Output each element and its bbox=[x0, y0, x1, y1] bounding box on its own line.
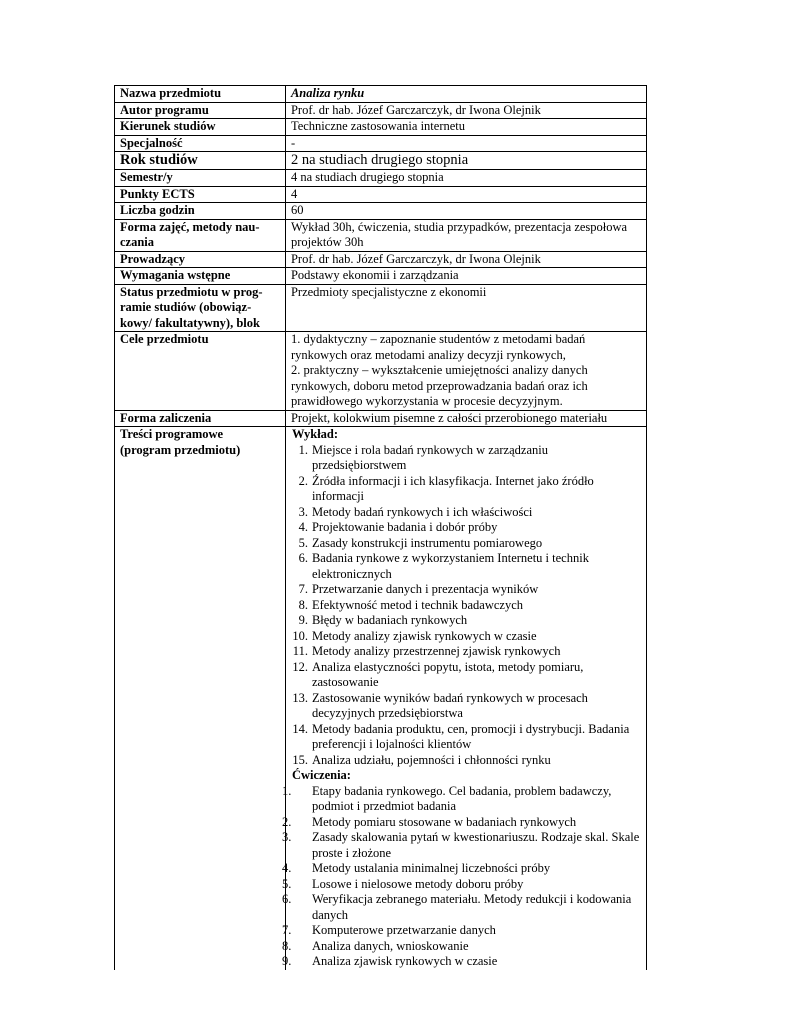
cwiczenia-item bbox=[281, 938, 642, 955]
value-ects: 4 bbox=[285, 186, 646, 203]
wyklad-item bbox=[291, 443, 642, 474]
value-rok: 2 na studiach drugiego stopnia bbox=[285, 152, 646, 170]
label-semestr: Semestr/y bbox=[115, 170, 286, 187]
wyklad-item-text: Metody analizy przestrzennej zjawisk rynkowych bbox=[311, 644, 561, 658]
label-rok: Rok studiów bbox=[115, 152, 286, 170]
label-forma-zajec-line-1: Forma zajęć, metody nau- bbox=[120, 219, 260, 234]
wyklad-item-number: 12. bbox=[292, 659, 308, 674]
cwiczenia-item-text: Losowe i nielosowe metody doboru próby bbox=[311, 876, 524, 891]
wyklad-item bbox=[291, 598, 642, 614]
cwiczenia-list bbox=[281, 783, 642, 970]
row-cele bbox=[115, 332, 647, 411]
row-forma-zaliczenia bbox=[115, 410, 647, 427]
cele-item-1: 1. dydaktyczny – zapoznanie studentów z metodami badań rynkowych oraz metodami analizy decyzji rynkowych, bbox=[290, 332, 586, 362]
wyklad-item-number: 15. bbox=[292, 752, 308, 767]
wyklad-item bbox=[291, 505, 642, 521]
value-specjalnosc: - bbox=[285, 135, 646, 152]
label-forma-zajec-line-2: czania bbox=[120, 235, 155, 249]
cwiczenia-item bbox=[281, 954, 642, 970]
label-status bbox=[115, 284, 286, 332]
value-forma-zajec: Wykład 30h, ćwiczenia, studia przypadków, prezentacja zespołowa projektów 30h bbox=[285, 219, 646, 251]
wyklad-list bbox=[291, 443, 642, 769]
cwiczenia-item-text: Weryfikacja zebranego materiału. Metody redukcji i kodowania danych bbox=[311, 892, 632, 922]
cwiczenia-item-text: Analiza danych, wnioskowanie bbox=[311, 938, 469, 953]
wyklad-item-number: 13. bbox=[292, 690, 308, 705]
cwiczenia-item bbox=[281, 892, 642, 923]
label-tresci-line-2: (program przedmiotu) bbox=[120, 442, 241, 457]
label-prowadzacy: Prowadzący bbox=[115, 251, 286, 268]
row-kierunek bbox=[115, 119, 647, 136]
cwiczenia-item-text: Metody ustalania minimalnej liczebności próby bbox=[311, 861, 551, 875]
value-cele bbox=[285, 332, 646, 411]
wyklad-item bbox=[291, 629, 642, 645]
wyklad-title: Wykład: bbox=[291, 427, 339, 441]
wyklad-item bbox=[291, 691, 642, 722]
cwiczenia-item-text: Etapy badania rynkowego. Cel badania, problem badawczy, podmiot i przedmiot badania bbox=[311, 783, 612, 813]
wyklad-item-number: 3. bbox=[298, 504, 308, 519]
wyklad-item bbox=[291, 644, 642, 660]
row-semestr bbox=[115, 170, 647, 187]
cwiczenia-item bbox=[281, 876, 642, 893]
label-godziny: Liczba godzin bbox=[115, 203, 286, 220]
cwiczenia-item-number: 4. bbox=[281, 861, 292, 875]
wyklad-item bbox=[291, 613, 642, 629]
cwiczenia-item-number: 9. bbox=[281, 954, 292, 968]
wyklad-item-text: Metody analizy zjawisk rynkowych w czasie bbox=[311, 628, 537, 643]
cwiczenia-item bbox=[281, 830, 642, 861]
label-status-line-1: Status przedmiotu w prog- bbox=[120, 284, 263, 299]
wyklad-item-text: Badania rynkowe z wykorzystaniem Internetu i technik elektronicznych bbox=[311, 551, 589, 581]
wyklad-item-text: Zastosowanie wyników badań rynkowych w procesach decyzyjnych przedsiębiorstwa bbox=[311, 690, 588, 720]
wyklad-item bbox=[291, 753, 642, 769]
row-ects bbox=[115, 186, 647, 203]
course-syllabus-table bbox=[114, 85, 647, 970]
row-specjalnosc bbox=[115, 135, 647, 152]
wyklad-item bbox=[291, 582, 642, 598]
value-forma-zaliczenia: Projekt, kolokwium pisemne z całości przerobionego materiału bbox=[285, 410, 646, 427]
wyklad-item bbox=[291, 520, 642, 536]
cwiczenia-item-number: 7. bbox=[281, 923, 292, 937]
cwiczenia-item-number: 5. bbox=[281, 876, 292, 891]
cwiczenia-item-text: Metody pomiaru stosowane w badaniach rynkowych bbox=[311, 814, 577, 829]
wyklad-item-text: Miejsce i rola badań rynkowych w zarządzaniu przedsiębiorstwem bbox=[311, 442, 548, 472]
wyklad-item-number: 11. bbox=[292, 644, 308, 658]
label-forma-zaliczenia: Forma zaliczenia bbox=[115, 410, 286, 427]
cwiczenia-item bbox=[281, 814, 642, 831]
label-kierunek: Kierunek studiów bbox=[115, 119, 286, 136]
wyklad-item-number: 6. bbox=[298, 551, 308, 565]
wyklad-item-number: 7. bbox=[298, 582, 308, 596]
wyklad-item bbox=[291, 551, 642, 582]
wyklad-item bbox=[291, 536, 642, 552]
value-wymagania: Podstawy ekonomii i zarządzania bbox=[285, 268, 646, 285]
label-wymagania: Wymagania wstępne bbox=[115, 268, 286, 285]
row-godziny bbox=[115, 203, 647, 220]
label-cele: Cele przedmiotu bbox=[115, 332, 286, 411]
value-tresci bbox=[281, 427, 646, 970]
cwiczenia-item-text: Komputerowe przetwarzanie danych bbox=[311, 923, 496, 937]
row-rok bbox=[115, 152, 647, 170]
wyklad-item-text: Źródła informacji i ich klasyfikacja. Internet jako źródło informacji bbox=[311, 473, 594, 503]
wyklad-item-text: Analiza elastyczności popytu, istota, metody pomiaru, zastosowanie bbox=[311, 659, 584, 689]
wyklad-item bbox=[291, 722, 642, 753]
value-nazwa: Analiza rynku bbox=[285, 86, 646, 103]
cwiczenia-item-number: 8. bbox=[281, 938, 292, 953]
cwiczenia-item-text: Analiza zjawisk rynkowych w czasie bbox=[311, 954, 498, 968]
cwiczenia-item-number: 2. bbox=[281, 814, 292, 829]
value-semestr: 4 na studiach drugiego stopnia bbox=[285, 170, 646, 187]
wyklad-item-number: 2. bbox=[298, 473, 308, 488]
cwiczenia-title: Ćwiczenia: bbox=[291, 768, 351, 782]
wyklad-item-number: 10. bbox=[292, 628, 308, 643]
cwiczenia-item bbox=[281, 783, 642, 815]
wyklad-item-text: Analiza udziału, pojemności i chłonności rynku bbox=[311, 752, 551, 767]
label-tresci bbox=[115, 427, 286, 970]
label-status-line-3: kowy/ fakultatywny), blok bbox=[120, 315, 260, 330]
wyklad-item-text: Efektywność metod i technik badawczych bbox=[311, 597, 523, 612]
cwiczenia-item-number: 3. bbox=[281, 830, 292, 844]
row-status bbox=[115, 284, 647, 332]
label-status-line-2: ramie studiów (obowiąz- bbox=[120, 300, 252, 314]
wyklad-item-text: Metody badania produktu, cen, promocji i dystrybucji. Badania preferencji i lojalności klientów bbox=[311, 721, 630, 751]
value-autor: Prof. dr hab. Józef Garczarczyk, dr Iwona Olejnik bbox=[285, 102, 646, 119]
wyklad-item-number: 5. bbox=[298, 535, 308, 550]
label-autor: Autor programu bbox=[115, 102, 286, 119]
row-forma-zajec bbox=[115, 219, 647, 251]
cwiczenia-item-number: 1. bbox=[281, 783, 292, 798]
row-autor bbox=[115, 102, 647, 119]
value-status: Przedmioty specjalistyczne z ekonomii bbox=[285, 284, 646, 332]
wyklad-item-text: Metody badań rynkowych i ich właściwości bbox=[311, 504, 533, 519]
row-tresci bbox=[115, 427, 647, 970]
wyklad-item-number: 14. bbox=[292, 721, 308, 736]
value-kierunek: Techniczne zastosowania internetu bbox=[285, 119, 646, 136]
wyklad-item-text: Błędy w badaniach rynkowych bbox=[311, 613, 468, 627]
label-tresci-line-1: Treści programowe bbox=[120, 427, 224, 441]
cwiczenia-item-number: 6. bbox=[281, 892, 292, 906]
wyklad-item-number: 4. bbox=[298, 520, 308, 534]
wyklad-item-text: Zasady konstrukcji instrumentu pomiarowego bbox=[311, 535, 543, 550]
cwiczenia-item-text: Zasady skalowania pytań w kwestionariuszu. Rodzaje skal. Skale proste i złożone bbox=[311, 830, 640, 860]
label-specjalnosc: Specjalność bbox=[115, 135, 286, 152]
row-wymagania bbox=[115, 268, 647, 285]
value-prowadzacy: Prof. dr hab. Józef Garczarczyk, dr Iwona Olejnik bbox=[285, 251, 646, 268]
label-ects: Punkty ECTS bbox=[115, 186, 286, 203]
label-forma-zajec bbox=[115, 219, 286, 251]
wyklad-item bbox=[291, 474, 642, 505]
wyklad-item-text: Projektowanie badania i dobór próby bbox=[311, 520, 498, 534]
row-prowadzacy bbox=[115, 251, 647, 268]
row-nazwa bbox=[115, 86, 647, 103]
cele-item-2: 2. praktyczny – wykształcenie umiejętności analizy danych rynkowych, doboru metod przeprowadzania badań oraz ich prawidłowego wykorzystania w procesie decyzyjnym. bbox=[290, 363, 588, 408]
label-nazwa: Nazwa przedmiotu bbox=[115, 86, 286, 103]
wyklad-item bbox=[291, 660, 642, 691]
wyklad-item-number: 9. bbox=[298, 613, 308, 627]
wyklad-item-number: 1. bbox=[298, 442, 308, 457]
cwiczenia-item bbox=[281, 923, 642, 939]
value-godziny: 60 bbox=[285, 203, 646, 220]
cwiczenia-item bbox=[281, 861, 642, 877]
wyklad-item-text: Przetwarzanie danych i prezentacja wyników bbox=[311, 582, 539, 596]
wyklad-item-number: 8. bbox=[298, 597, 308, 612]
